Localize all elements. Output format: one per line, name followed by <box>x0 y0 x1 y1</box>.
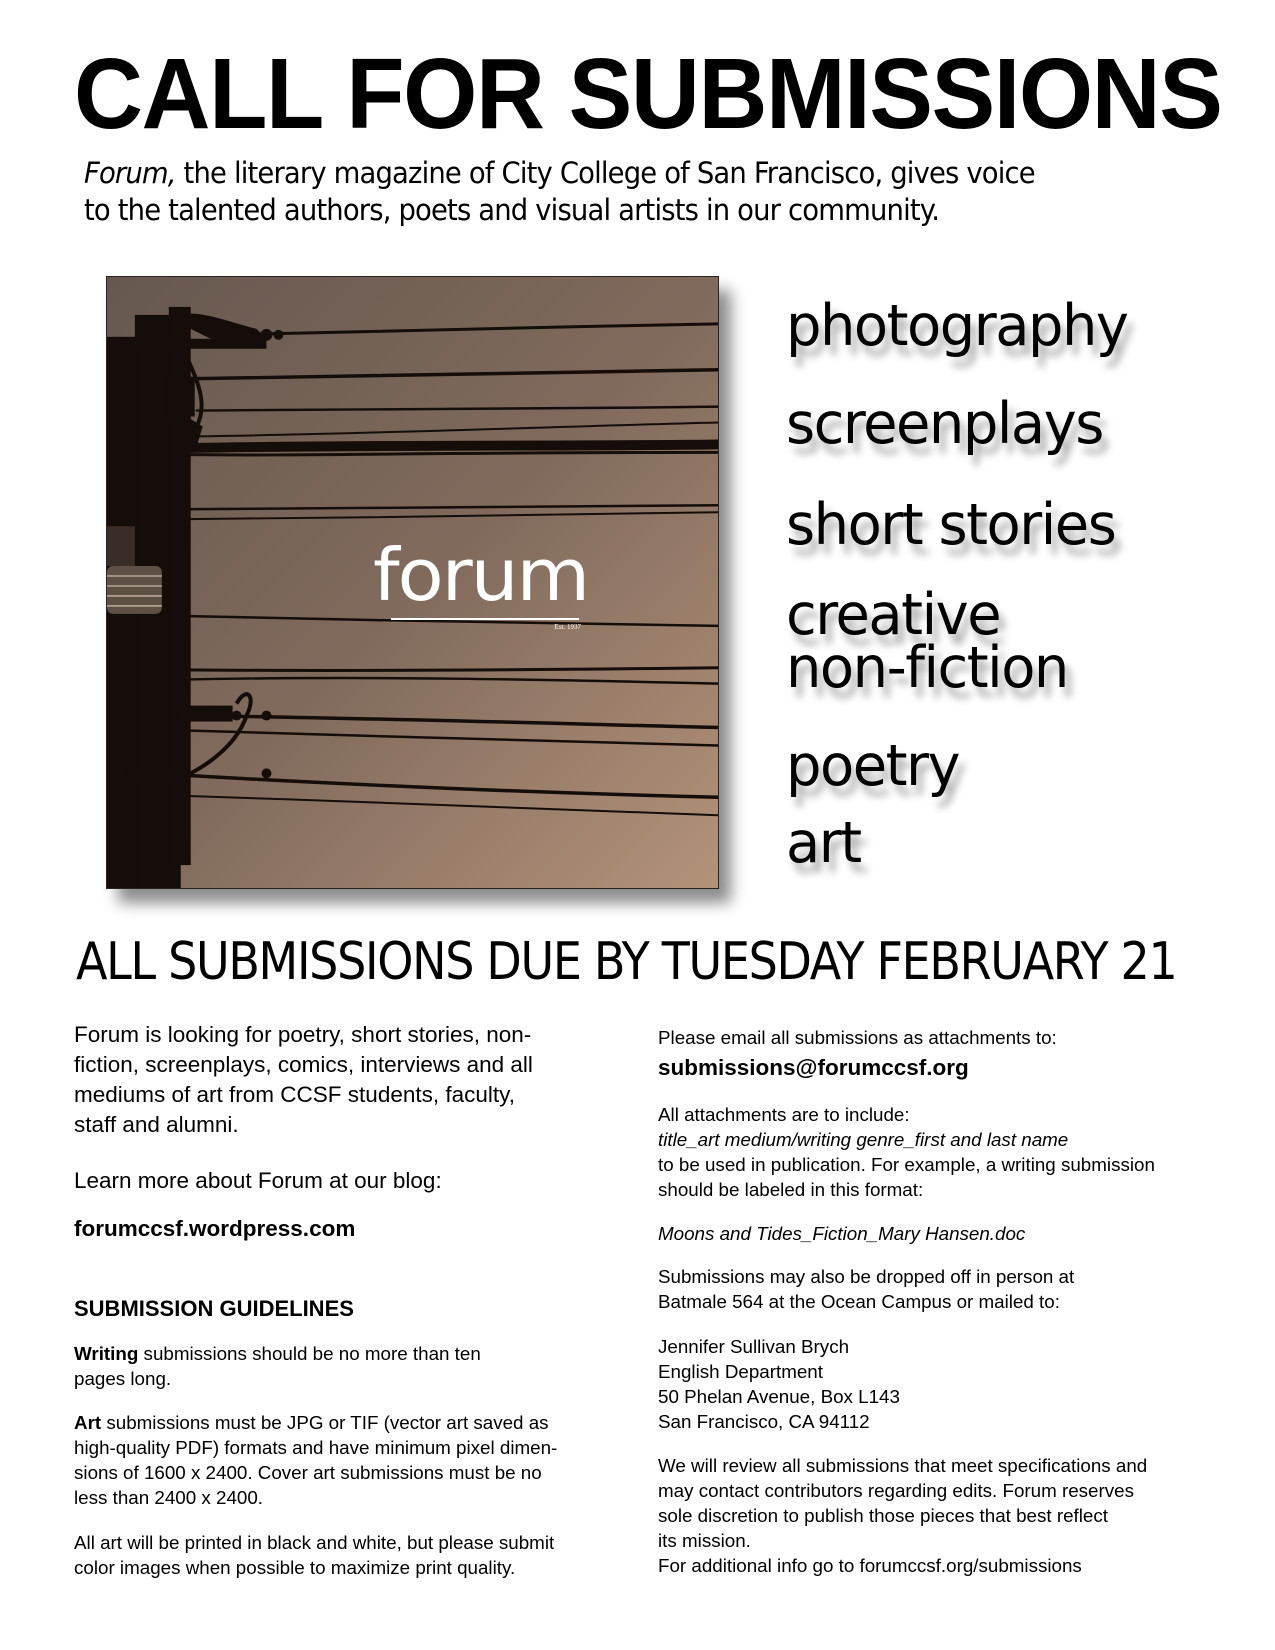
genre-art: art <box>786 810 861 876</box>
forum-logo: forum Est. 1937 <box>373 533 589 631</box>
art-guideline-line: sions of 1600 x 2400. Cover art submissions must be no <box>74 1462 542 1483</box>
intro-line-1: Forum, the literary magazine of City College of San Francisco, gives voice <box>84 156 1035 190</box>
submission-email-link[interactable]: submissions@forumccsf.org <box>658 1055 969 1080</box>
intro-paragraph-line: mediums of art from CCSF students, faculty, <box>74 1082 515 1107</box>
dropoff-line: Submissions may also be dropped off in person at <box>658 1266 1075 1287</box>
page-title: CALL FOR SUBMISSIONS <box>74 38 1222 150</box>
intro-paragraph-line: fiction, screenplays, comics, interviews and all <box>74 1052 533 1077</box>
filename-example: Moons and Tides_Fiction_Mary Hansen.doc <box>658 1223 1026 1244</box>
mailing-address-line: 50 Phelan Avenue, Box L143 <box>658 1386 900 1407</box>
guidelines-heading: SUBMISSION GUIDELINES <box>74 1296 354 1321</box>
dropoff-line: Batmale 564 at the Ocean Campus or mailed to: <box>658 1291 1060 1312</box>
writing-guideline-line: Writing submissions should be no more than ten <box>74 1343 481 1364</box>
genre-creative: creative <box>786 582 1001 648</box>
attachment-instruction-line: should be labeled in this format: <box>658 1179 924 1200</box>
magazine-name: Forum, <box>84 156 176 190</box>
attachments-label: All attachments are to include: <box>658 1104 910 1125</box>
more-info-link[interactable]: For additional info go to forumccsf.org/submissions <box>658 1555 1082 1576</box>
deadline-banner: ALL SUBMISSIONS DUE BY TUESDAY FEBRUARY 21 <box>76 932 1177 992</box>
writing-guideline-line: pages long. <box>74 1368 172 1389</box>
genre-non-fiction: non-fiction <box>786 635 1068 701</box>
review-policy-line: its mission. <box>658 1530 751 1551</box>
art-guideline-line: high-quality PDF) formats and have minimum pixel dimen- <box>74 1437 558 1458</box>
review-policy-line: We will review all submissions that meet specifications and <box>658 1455 1148 1476</box>
art-guideline-line: less than 2400 x 2400. <box>74 1487 263 1508</box>
intro-paragraph-line: staff and alumni. <box>74 1112 239 1137</box>
logo-underline <box>391 618 579 620</box>
art-guideline-line: Art submissions must be JPG or TIF (vector art saved as <box>74 1412 549 1433</box>
mailing-address-line: San Francisco, CA 94112 <box>658 1411 870 1432</box>
mailing-address-line: English Department <box>658 1361 823 1382</box>
blog-link[interactable]: forumccsf.wordpress.com <box>74 1216 356 1241</box>
print-note-line: color images when possible to maximize print quality. <box>74 1557 516 1578</box>
blog-label: Learn more about Forum at our blog: <box>74 1168 442 1193</box>
intro-paragraph-line: Forum is looking for poetry, short stories, non- <box>74 1022 532 1047</box>
magazine-cover-image <box>106 276 719 889</box>
established-year: Est. 1937 <box>554 623 581 631</box>
genre-list <box>786 0 1246 900</box>
attachment-instruction-line: to be used in publication. For example, a writing submission <box>658 1154 1155 1175</box>
review-policy-line: sole discretion to publish those pieces that best reflect <box>658 1505 1108 1526</box>
genre-photography: photography <box>786 293 1128 359</box>
genre-poetry: poetry <box>786 733 960 799</box>
review-policy-line: may contact contributors regarding edits. Forum reserves <box>658 1480 1134 1501</box>
genre-short-stories: short stories <box>786 492 1116 558</box>
attachment-format: title_art medium/writing genre_first and last name <box>658 1129 1069 1150</box>
print-note-line: All art will be printed in black and white, but please submit <box>74 1532 555 1553</box>
email-label: Please email all submissions as attachments to: <box>658 1027 1057 1048</box>
intro-line-2: to the talented authors, poets and visual artists in our community. <box>84 193 940 227</box>
mailing-address-line: Jennifer Sullivan Brych <box>658 1336 850 1357</box>
genre-screenplays: screenplays <box>786 391 1103 457</box>
